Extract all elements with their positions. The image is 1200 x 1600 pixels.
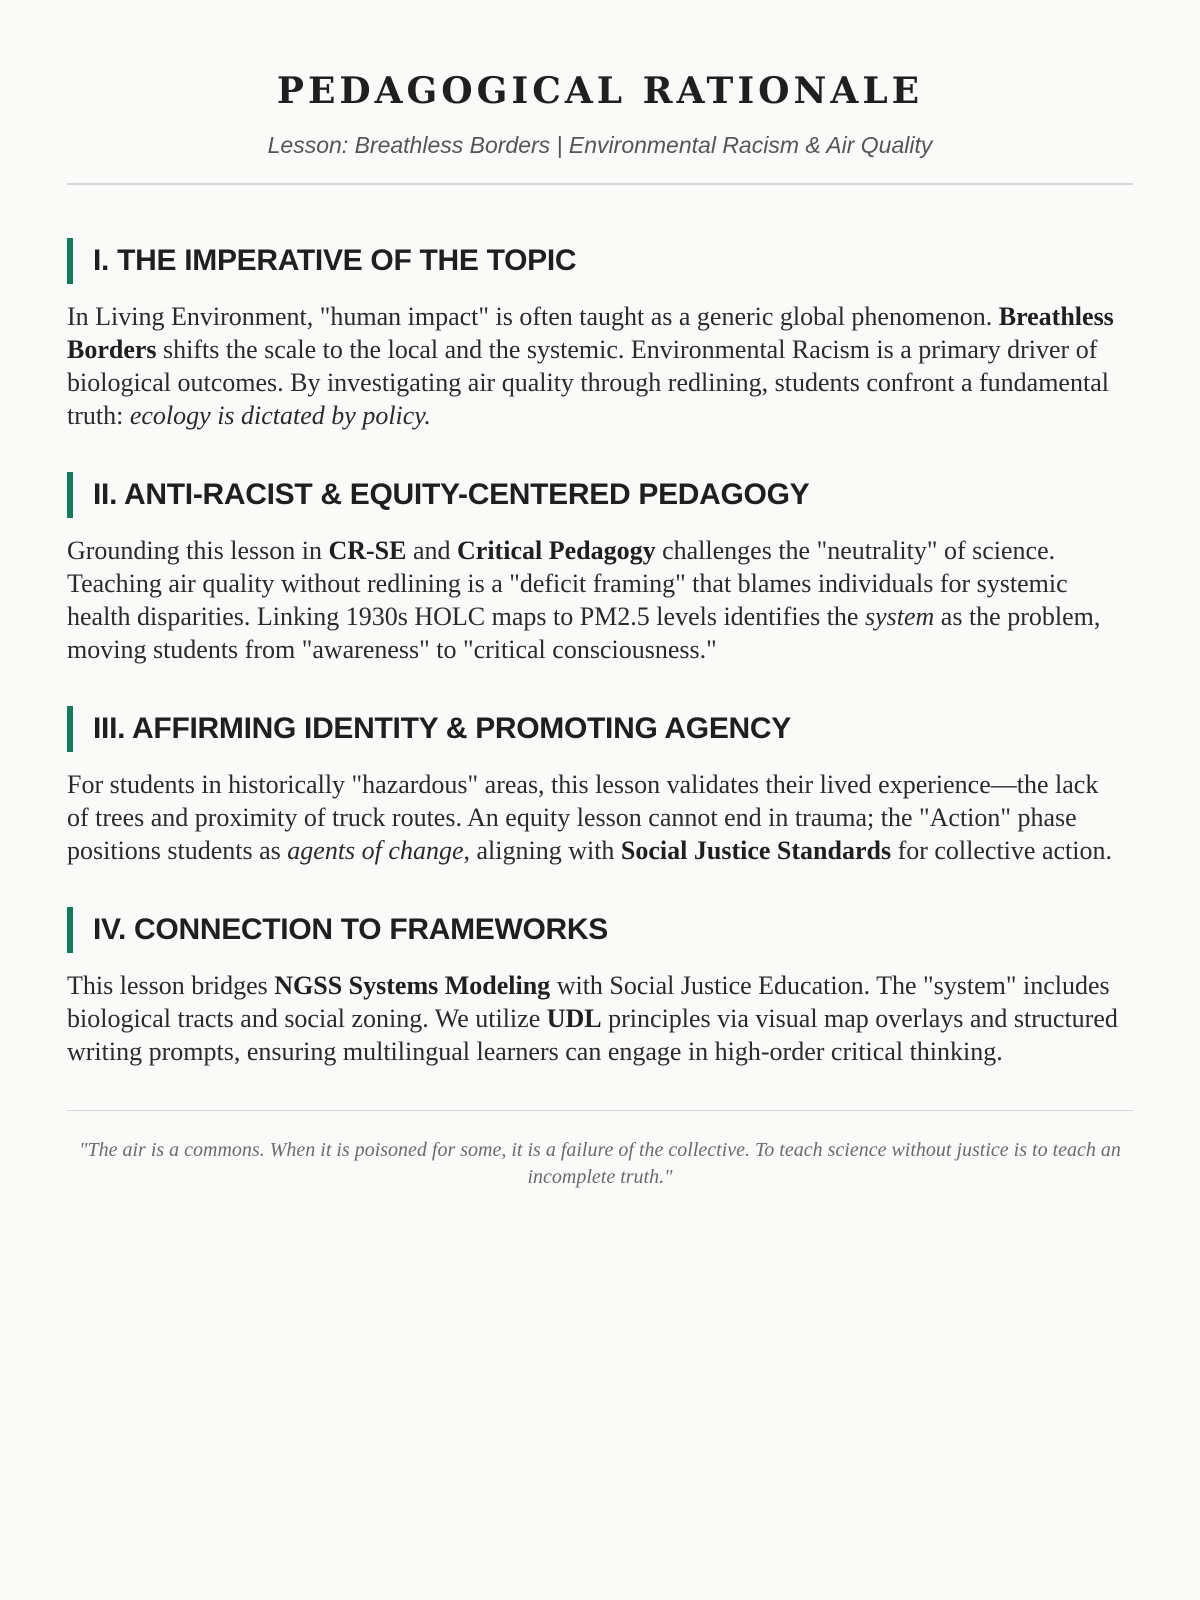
section-text-italic: system [864, 602, 935, 631]
section-text: with Social Justice Education. The "system" includes biological tracts and social zoning. We utilize [67, 971, 1110, 1033]
section-text-bold: CR-SE [328, 536, 407, 565]
section-text-italic: ecology is dictated by policy. [129, 401, 431, 430]
section-heading: III. AFFIRMING IDENTITY & PROMOTING AGENCY [67, 706, 1133, 752]
section-text: for collective action. [891, 836, 1112, 865]
document-title: PEDAGOGICAL RATIONALE [276, 70, 924, 112]
section-text: This lesson bridges [67, 971, 275, 1000]
section-heading: I. THE IMPERATIVE OF THE TOPIC [67, 238, 1133, 284]
section-text-bold: Social Justice Standards [620, 836, 892, 865]
section-text-bold: Critical Pedagogy [457, 536, 656, 565]
section-body [67, 969, 1133, 1068]
section-text: challenges the "neutrality" of science. Teaching air quality without redlining is a "deficit framing" that blames individuals for systemic health disparities. Linking 1930s HOLC maps to PM2.5 levels identifies the [67, 536, 1068, 631]
section-frameworks [67, 907, 1133, 1068]
section-text: In Living Environment, "human impact" is often taught as a generic global phenomenon. [67, 302, 999, 331]
section-text: as the problem, moving students from "awareness" to "critical consciousness." [67, 602, 1101, 664]
section-body [67, 768, 1133, 867]
section-text-bold: Breathless Borders [67, 302, 1114, 364]
document-header [67, 70, 1133, 185]
section-identity-agency [67, 706, 1133, 867]
section-text: shifts the scale to the local and the systemic. Environmental Racism is a primary driver of biological outcomes. By investigating air quality through redlining, students confront a fundamental truth: [67, 335, 1109, 430]
section-heading: II. ANTI-RACIST & EQUITY-CENTERED PEDAGOGY [67, 472, 1133, 518]
section-text: and [406, 536, 458, 565]
section-anti-racist-pedagogy [67, 472, 1133, 666]
section-imperative [67, 238, 1133, 432]
document-subtitle: Lesson: Breathless Borders | Environmental Racism & Air Quality [267, 132, 933, 158]
closing-quote: "The air is a commons. When it is poisoned for some, it is a failure of the collective. To teach science without justice is to teach an incomplete truth." [79, 1139, 1121, 1188]
section-text-italic: agents of change [287, 836, 464, 865]
document-footer [67, 1110, 1133, 1191]
section-text: , aligning with [463, 836, 621, 865]
section-text-bold: UDL [546, 1004, 602, 1033]
section-text: Grounding this lesson in [67, 536, 329, 565]
section-text-bold: NGSS Systems Modeling [274, 971, 551, 1000]
section-body [67, 534, 1133, 666]
section-text: principles via visual map overlays and structured writing prompts, ensuring multilingual learners can engage in high-order critical thinking. [67, 1004, 1118, 1066]
section-body [67, 300, 1133, 432]
section-text: For students in historically "hazardous" areas, this lesson validates their lived experience—the lack of trees and proximity of truck routes. An equity lesson cannot end in trauma; the "Action" phase positions students as [67, 770, 1099, 865]
section-heading: IV. CONNECTION TO FRAMEWORKS [67, 907, 1133, 953]
